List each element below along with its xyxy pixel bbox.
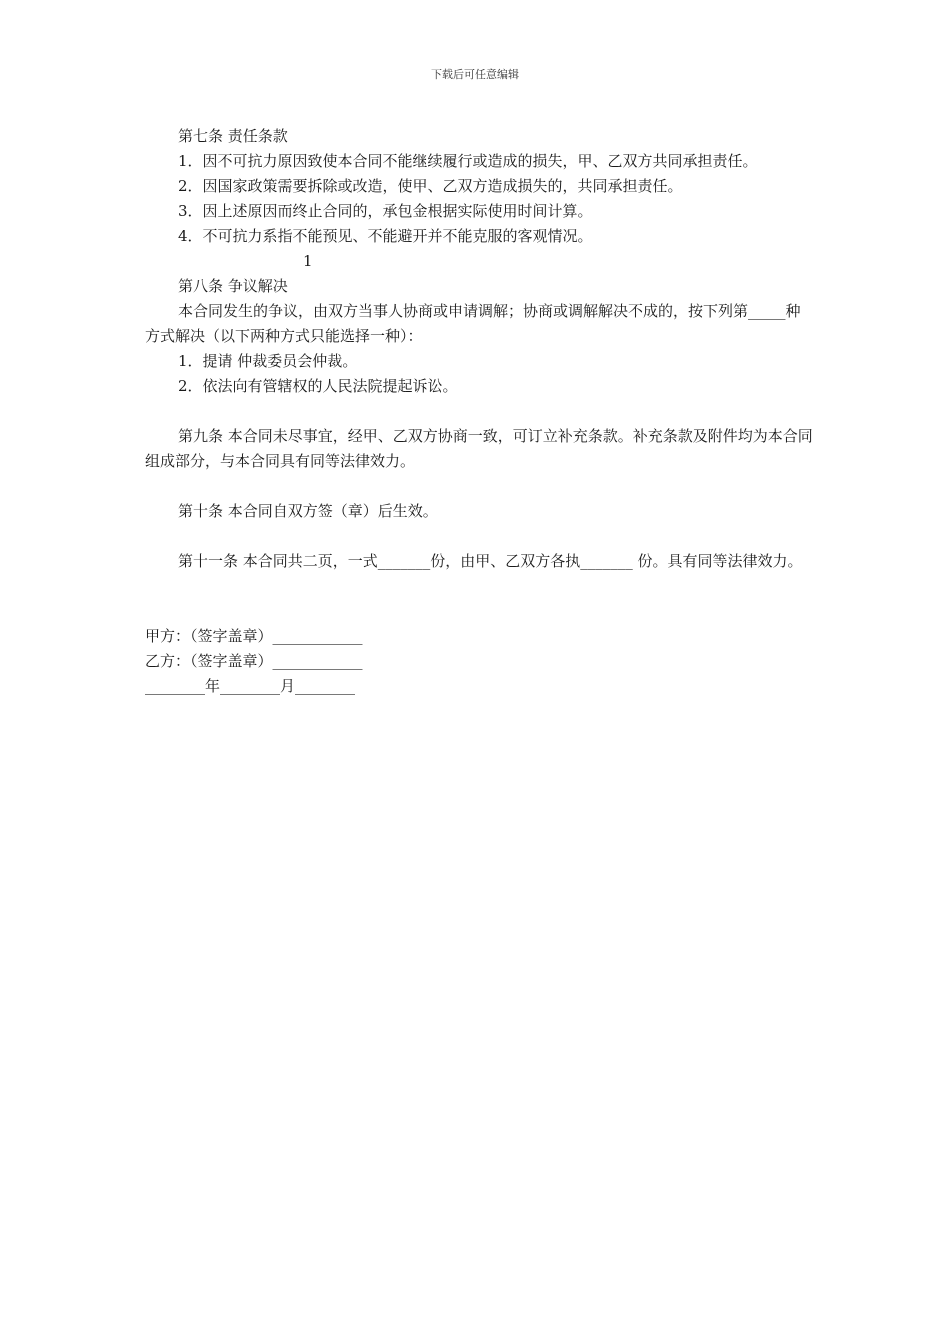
page-header: 下载后可任意编辑 [431, 68, 519, 81]
article-8-item: 1．提请 仲裁委员会仲裁。 [178, 352, 358, 370]
party-b-signature: 乙方：（签字盖章）____________ [145, 652, 363, 670]
article-9: 第九条 本合同未尽事宜，经甲、乙双方协商一致，可订立补充条款。补充条款及附件均为本合同组成部分，与本合同具有同等法律效力。 [145, 427, 813, 470]
article-7-item: 1．因不可抗力原因致使本合同不能继续履行或造成的损失，甲、乙双方共同承担责任。 [178, 152, 758, 170]
party-a-signature: 甲方：（签字盖章）____________ [145, 627, 363, 645]
article-8-title: 第八条 争议解决 [178, 277, 288, 295]
article-10: 第十条 本合同自双方签（章）后生效。 [178, 502, 438, 520]
signature-date: ________年________月________ [145, 677, 356, 695]
document-body [145, 124, 815, 699]
article-7-item: 2．因国家政策需要拆除或改造，使甲、乙双方造成损失的，共同承担责任。 [178, 177, 683, 195]
article-7-item: 4．不可抗力系指不能预见、不能避开并不能克服的客观情况。 [178, 227, 593, 245]
article-11: 第十一条 本合同共二页，一式_______份，由甲、乙双方各执_______ 份。具有同等法律效力。 [178, 552, 803, 570]
article-8-item: 2．依法向有管辖权的人民法院提起诉讼。 [178, 377, 458, 395]
article-7-item: 3．因上述原因而终止合同的，承包金根据实际使用时间计算。 [178, 202, 593, 220]
article-7-title: 第七条 责任条款 [178, 127, 288, 145]
page-number: 1 [303, 252, 313, 270]
article-8-body: 本合同发生的争议，由双方当事人协商或申请调解；协商或调解解决不成的，按下列第_____种方式解决（以下两种方式只能选择一种）： [145, 302, 801, 345]
